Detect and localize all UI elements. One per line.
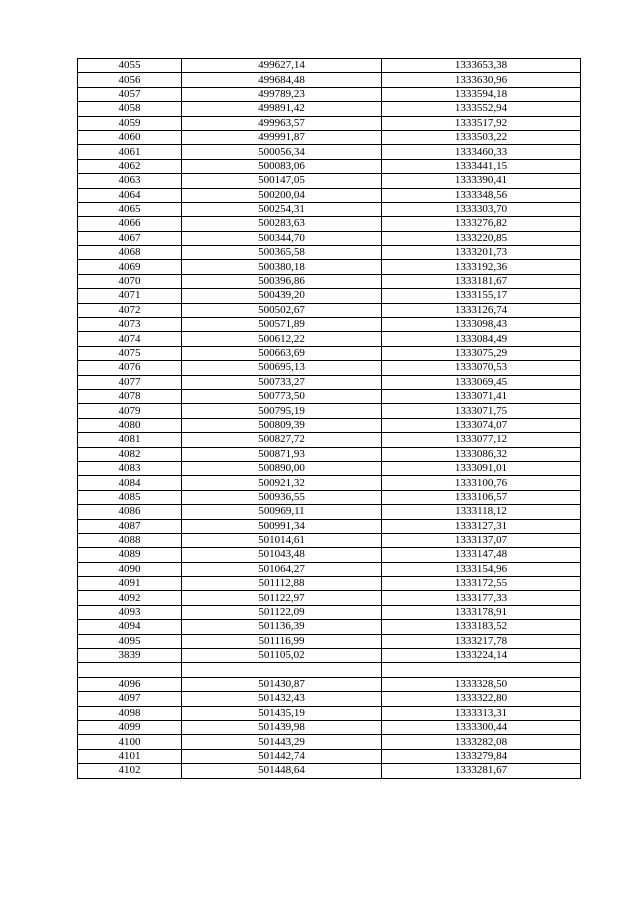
x-coordinate-cell: 500502,67	[182, 303, 382, 317]
table-row	[78, 663, 581, 677]
point-number-cell: 4082	[78, 447, 182, 461]
point-number-cell: 4073	[78, 318, 182, 332]
y-coordinate-cell: 1333071,75	[382, 404, 581, 418]
table-row	[78, 332, 581, 346]
point-number-cell: 4080	[78, 418, 182, 432]
y-coordinate-cell: 1333201,73	[382, 246, 581, 260]
table-row	[78, 289, 581, 303]
table-row	[78, 591, 581, 605]
x-coordinate-cell: 501122,97	[182, 591, 382, 605]
point-number-cell: 4074	[78, 332, 182, 346]
point-number-cell: 4078	[78, 389, 182, 403]
point-number-cell: 4083	[78, 461, 182, 475]
x-coordinate-cell: 501435,19	[182, 706, 382, 720]
table-row	[78, 490, 581, 504]
table-row	[78, 433, 581, 447]
x-coordinate-cell: 501014,61	[182, 533, 382, 547]
y-coordinate-cell: 1333155,17	[382, 289, 581, 303]
table-row	[78, 764, 581, 778]
y-coordinate-cell: 1333303,70	[382, 202, 581, 216]
x-coordinate-cell: 500936,55	[182, 490, 382, 504]
x-coordinate-cell: 500200,04	[182, 188, 382, 202]
x-coordinate-cell: 500871,93	[182, 447, 382, 461]
table-row	[78, 533, 581, 547]
x-coordinate-cell: 500733,27	[182, 375, 382, 389]
table-row	[78, 87, 581, 101]
point-number-cell	[78, 663, 182, 677]
point-number-cell: 4084	[78, 476, 182, 490]
y-coordinate-cell: 1333181,67	[382, 274, 581, 288]
table-row	[78, 404, 581, 418]
point-number-cell: 4060	[78, 130, 182, 144]
y-coordinate-cell: 1333183,52	[382, 620, 581, 634]
x-coordinate-cell: 499963,57	[182, 116, 382, 130]
x-coordinate-cell: 499789,23	[182, 87, 382, 101]
point-number-cell: 4102	[78, 764, 182, 778]
table-row	[78, 375, 581, 389]
y-coordinate-cell: 1333279,84	[382, 749, 581, 763]
table-row	[78, 620, 581, 634]
y-coordinate-cell	[382, 663, 581, 677]
y-coordinate-cell: 1333276,82	[382, 217, 581, 231]
point-number-cell: 4076	[78, 361, 182, 375]
point-number-cell: 4091	[78, 577, 182, 591]
table-row	[78, 159, 581, 173]
point-number-cell: 4063	[78, 174, 182, 188]
y-coordinate-cell: 1333137,07	[382, 533, 581, 547]
y-coordinate-cell: 1333390,41	[382, 174, 581, 188]
x-coordinate-cell: 500254,31	[182, 202, 382, 216]
x-coordinate-cell: 500795,19	[182, 404, 382, 418]
x-coordinate-cell	[182, 663, 382, 677]
table-row	[78, 303, 581, 317]
table-row	[78, 231, 581, 245]
point-number-cell: 4077	[78, 375, 182, 389]
y-coordinate-cell: 1333594,18	[382, 87, 581, 101]
x-coordinate-cell: 501122,09	[182, 605, 382, 619]
x-coordinate-cell: 499627,14	[182, 59, 382, 73]
x-coordinate-cell: 499684,48	[182, 73, 382, 87]
x-coordinate-cell: 500809,39	[182, 418, 382, 432]
point-number-cell: 4058	[78, 102, 182, 116]
x-coordinate-cell: 500083,06	[182, 159, 382, 173]
table-row	[78, 706, 581, 720]
point-number-cell: 4098	[78, 706, 182, 720]
point-number-cell: 4064	[78, 188, 182, 202]
x-coordinate-cell: 499891,42	[182, 102, 382, 116]
x-coordinate-cell: 501448,64	[182, 764, 382, 778]
y-coordinate-cell: 1333172,55	[382, 577, 581, 591]
table-row	[78, 418, 581, 432]
table-row	[78, 562, 581, 576]
y-coordinate-cell: 1333322,80	[382, 692, 581, 706]
table-row	[78, 274, 581, 288]
y-coordinate-cell: 1333630,96	[382, 73, 581, 87]
x-coordinate-cell: 500827,72	[182, 433, 382, 447]
point-number-cell: 4057	[78, 87, 182, 101]
table-row	[78, 130, 581, 144]
table-row	[78, 577, 581, 591]
y-coordinate-cell: 1333224,14	[382, 649, 581, 663]
point-number-cell: 4081	[78, 433, 182, 447]
point-number-cell: 4072	[78, 303, 182, 317]
y-coordinate-cell: 1333328,50	[382, 677, 581, 691]
x-coordinate-cell: 500147,05	[182, 174, 382, 188]
y-coordinate-cell: 1333441,15	[382, 159, 581, 173]
x-coordinate-cell: 500439,20	[182, 289, 382, 303]
table-row	[78, 749, 581, 763]
point-number-cell: 4056	[78, 73, 182, 87]
point-number-cell: 4069	[78, 260, 182, 274]
x-coordinate-cell: 501439,98	[182, 720, 382, 734]
y-coordinate-cell: 1333127,31	[382, 519, 581, 533]
y-coordinate-cell: 1333178,91	[382, 605, 581, 619]
point-number-cell: 4055	[78, 59, 182, 73]
table-row	[78, 720, 581, 734]
table-row	[78, 649, 581, 663]
point-number-cell: 4101	[78, 749, 182, 763]
x-coordinate-cell: 500283,63	[182, 217, 382, 231]
x-coordinate-cell: 500695,13	[182, 361, 382, 375]
y-coordinate-cell: 1333118,12	[382, 505, 581, 519]
x-coordinate-cell: 501116,99	[182, 634, 382, 648]
y-coordinate-cell: 1333091,01	[382, 461, 581, 475]
y-coordinate-cell: 1333282,08	[382, 735, 581, 749]
x-coordinate-cell: 501442,74	[182, 749, 382, 763]
x-coordinate-cell: 501105,02	[182, 649, 382, 663]
table-row	[78, 548, 581, 562]
x-coordinate-cell: 501043,48	[182, 548, 382, 562]
y-coordinate-cell: 1333313,31	[382, 706, 581, 720]
table-row	[78, 605, 581, 619]
point-number-cell: 4088	[78, 533, 182, 547]
y-coordinate-cell: 1333070,53	[382, 361, 581, 375]
y-coordinate-cell: 1333192,36	[382, 260, 581, 274]
table-row	[78, 59, 581, 73]
point-number-cell: 4079	[78, 404, 182, 418]
point-number-cell: 4086	[78, 505, 182, 519]
table-row	[78, 145, 581, 159]
table-row	[78, 447, 581, 461]
table-row	[78, 188, 581, 202]
y-coordinate-cell: 1333126,74	[382, 303, 581, 317]
x-coordinate-cell: 500890,00	[182, 461, 382, 475]
x-coordinate-cell: 500773,50	[182, 389, 382, 403]
x-coordinate-cell: 501432,43	[182, 692, 382, 706]
table-row	[78, 735, 581, 749]
point-number-cell: 4096	[78, 677, 182, 691]
table-row	[78, 476, 581, 490]
y-coordinate-cell: 1333348,56	[382, 188, 581, 202]
point-number-cell: 4099	[78, 720, 182, 734]
point-number-cell: 4059	[78, 116, 182, 130]
table-row	[78, 505, 581, 519]
point-number-cell: 4062	[78, 159, 182, 173]
x-coordinate-cell: 499991,87	[182, 130, 382, 144]
y-coordinate-cell: 1333177,33	[382, 591, 581, 605]
x-coordinate-cell: 501112,88	[182, 577, 382, 591]
table-row	[78, 361, 581, 375]
table-row	[78, 677, 581, 691]
y-coordinate-cell: 1333147,48	[382, 548, 581, 562]
y-coordinate-cell: 1333086,32	[382, 447, 581, 461]
table-row	[78, 102, 581, 116]
point-number-cell: 4100	[78, 735, 182, 749]
y-coordinate-cell: 1333106,57	[382, 490, 581, 504]
y-coordinate-cell: 1333075,29	[382, 346, 581, 360]
table-row	[78, 202, 581, 216]
coordinates-table-body	[78, 59, 581, 779]
x-coordinate-cell: 501443,29	[182, 735, 382, 749]
x-coordinate-cell: 500991,34	[182, 519, 382, 533]
x-coordinate-cell: 501064,27	[182, 562, 382, 576]
point-number-cell: 4093	[78, 605, 182, 619]
point-number-cell: 4087	[78, 519, 182, 533]
table-row	[78, 260, 581, 274]
point-number-cell: 4071	[78, 289, 182, 303]
point-number-cell: 4095	[78, 634, 182, 648]
table-row	[78, 174, 581, 188]
table-row	[78, 461, 581, 475]
x-coordinate-cell: 500396,86	[182, 274, 382, 288]
table-row	[78, 116, 581, 130]
table-row	[78, 692, 581, 706]
point-number-cell: 4068	[78, 246, 182, 260]
table-row	[78, 73, 581, 87]
y-coordinate-cell: 1333084,49	[382, 332, 581, 346]
y-coordinate-cell: 1333653,38	[382, 59, 581, 73]
point-number-cell: 4070	[78, 274, 182, 288]
x-coordinate-cell: 500969,11	[182, 505, 382, 519]
point-number-cell: 4090	[78, 562, 182, 576]
table-row	[78, 246, 581, 260]
y-coordinate-cell: 1333217,78	[382, 634, 581, 648]
x-coordinate-cell: 500344,70	[182, 231, 382, 245]
y-coordinate-cell: 1333071,41	[382, 389, 581, 403]
x-coordinate-cell: 500612,22	[182, 332, 382, 346]
x-coordinate-cell: 501430,87	[182, 677, 382, 691]
y-coordinate-cell: 1333281,67	[382, 764, 581, 778]
coordinates-table	[77, 58, 581, 779]
x-coordinate-cell: 500365,58	[182, 246, 382, 260]
point-number-cell: 4061	[78, 145, 182, 159]
y-coordinate-cell: 1333077,12	[382, 433, 581, 447]
point-number-cell: 4075	[78, 346, 182, 360]
y-coordinate-cell: 1333074,07	[382, 418, 581, 432]
y-coordinate-cell: 1333100,76	[382, 476, 581, 490]
point-number-cell: 4066	[78, 217, 182, 231]
point-number-cell: 4065	[78, 202, 182, 216]
y-coordinate-cell: 1333552,94	[382, 102, 581, 116]
point-number-cell: 4097	[78, 692, 182, 706]
point-number-cell: 4085	[78, 490, 182, 504]
x-coordinate-cell: 501136,39	[182, 620, 382, 634]
point-number-cell: 3839	[78, 649, 182, 663]
table-row	[78, 634, 581, 648]
x-coordinate-cell: 500380,18	[182, 260, 382, 274]
point-number-cell: 4092	[78, 591, 182, 605]
y-coordinate-cell: 1333460,33	[382, 145, 581, 159]
table-row	[78, 217, 581, 231]
y-coordinate-cell: 1333220,85	[382, 231, 581, 245]
x-coordinate-cell: 500571,89	[182, 318, 382, 332]
y-coordinate-cell: 1333069,45	[382, 375, 581, 389]
table-row	[78, 346, 581, 360]
y-coordinate-cell: 1333098,43	[382, 318, 581, 332]
y-coordinate-cell: 1333154,96	[382, 562, 581, 576]
table-row	[78, 519, 581, 533]
table-row	[78, 318, 581, 332]
x-coordinate-cell: 500663,69	[182, 346, 382, 360]
x-coordinate-cell: 500921,32	[182, 476, 382, 490]
point-number-cell: 4094	[78, 620, 182, 634]
point-number-cell: 4089	[78, 548, 182, 562]
table-row	[78, 389, 581, 403]
y-coordinate-cell: 1333503,22	[382, 130, 581, 144]
point-number-cell: 4067	[78, 231, 182, 245]
x-coordinate-cell: 500056,34	[182, 145, 382, 159]
y-coordinate-cell: 1333300,44	[382, 720, 581, 734]
y-coordinate-cell: 1333517,92	[382, 116, 581, 130]
